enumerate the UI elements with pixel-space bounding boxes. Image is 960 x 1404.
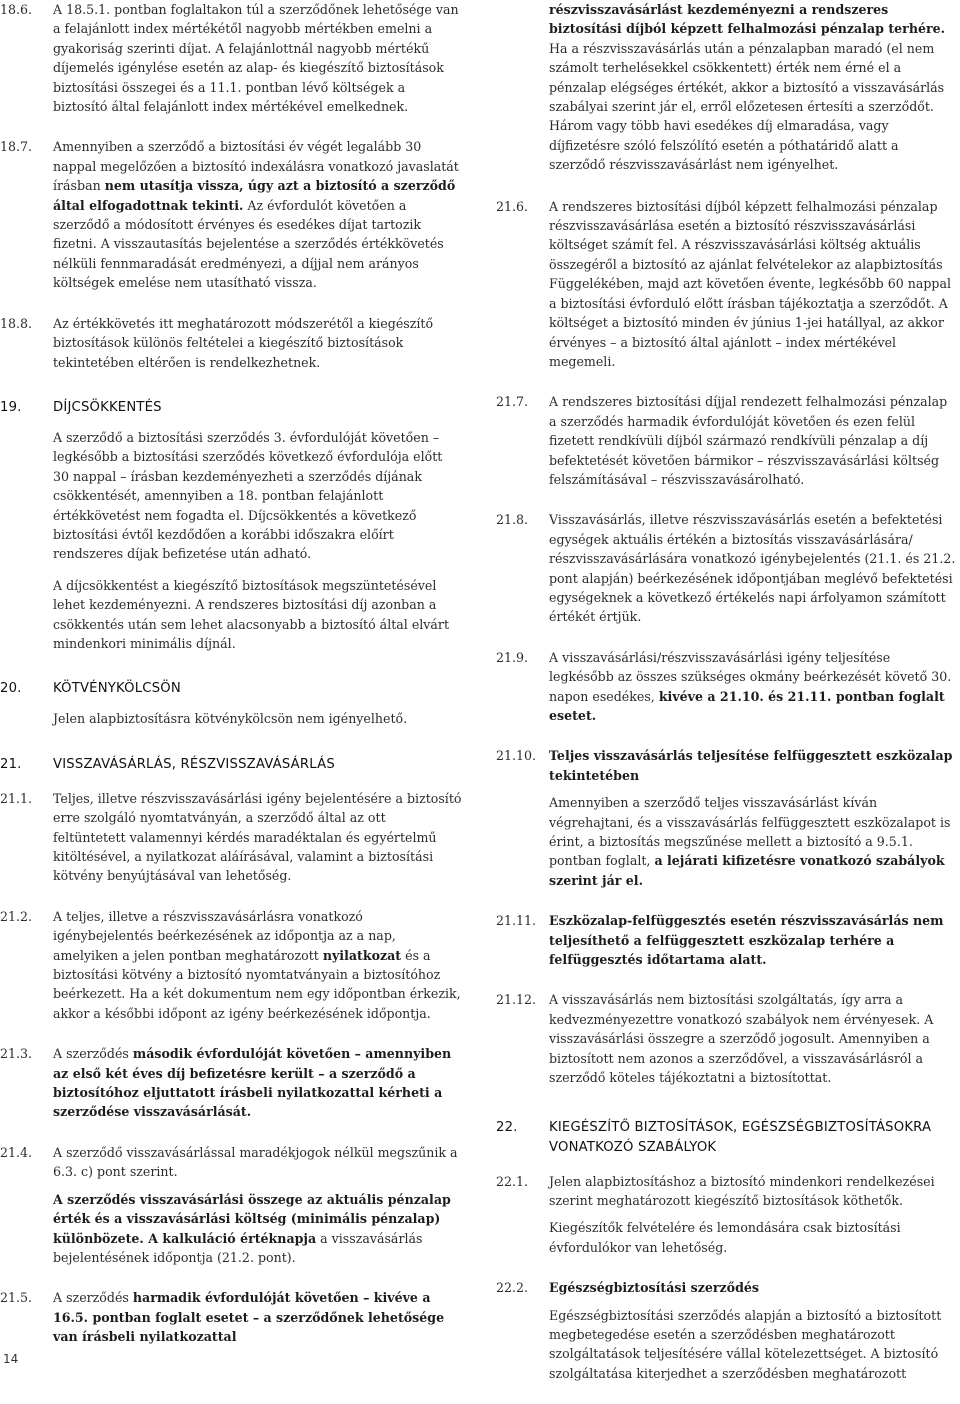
clause-number: 18.7.: [0, 139, 33, 155]
section-number: 19.: [0, 399, 22, 415]
section-19-heading: [0, 398, 462, 418]
clause-text: A 18.5.1. pontban foglaltakon túl a szerződőnek lehetősége van a felajánlott index mértékétől nagyobb mértékben emelni a gyakoriság szerinti díjat. A felajánlottnál nagyobb mértékű díjemelés igénylése esetén az alap- és kiegészítő biztosítások biztosítási összegei és a 11.1. pontban lévő költségek a biztosító által felajánlott index mértékével emelkednek.: [53, 2, 459, 115]
clause-text: [549, 1278, 958, 1383]
clause-number: 21.1.: [0, 790, 33, 806]
clause-text: [53, 1143, 462, 1267]
clause-21-3: [0, 1044, 462, 1122]
section-title: KÖTVÉNYKÖLCSÖN: [53, 681, 181, 697]
clause-21-12: [496, 990, 958, 1087]
clause-21-5-continued: [496, 0, 958, 175]
clause-number: 21.5.: [0, 1290, 33, 1306]
clause-number: 21.2.: [0, 908, 33, 924]
clause-text: A visszavásárlás nem biztosítási szolgáltatás, így arra a kedvezményezettre vonatkozó szabályok nem érvényesek. A visszavásárlási összegre a szerződő jogosult. Amennyiben a biztosított nem azonos a szerződővel, a visszavásárlásról a szerződő köteles tájékoztatni a biztosítottat.: [549, 992, 934, 1086]
paragraph: Jelen alapbiztosításra kötvénykölcsön nem igényelhető.: [53, 711, 408, 727]
paragraph: A szerződés visszavásárlási összege az aktuális pénzalap érték és a visszavásárlási költség (minimális pénzalap) különbözete. A kalkuláció értéknapja a visszavásárlás bejelentésének időpontja (21.2. pont).: [53, 1191, 451, 1265]
section-title: DÍJCSÖKKENTÉS: [53, 399, 162, 415]
clause-21-10: [496, 746, 958, 890]
clause-22-1: [496, 1172, 958, 1258]
section-number: 21.: [0, 756, 22, 772]
clause-number: 21.11.: [496, 913, 537, 929]
clause-text: A teljes, illetve a részvisszavásárlásra vonatkozó igénybejelentés beérkezésének az időpontja az a nap, amelyiken a jelen pontban meghatározott nyilatkozat és a biztosítási kötvény a biztosító nyomtatványain a biztosítóhoz beérkezett. Ha a két dokumentum nem egy időpontban érkezik, akkor a későbbi időpont az igény beérkezésének időpontja.: [53, 908, 461, 1021]
clause-text: Teljes, illetve részvisszavásárlási igény bejelentésére a biztosító erre szolgáló nyomtatványán, a szerződő által az ott feltüntetett valamennyi kérdés maradéktalan és egyértelmű kitöltésével, a nyilatkozat aláírásával, valamint a biztosítási kötvény benyújtásával van lehetőség.: [53, 790, 462, 884]
clause-number: 22.1.: [496, 1173, 529, 1189]
paragraph: Egészségbiztosítási szerződés alapján a biztosító a biztosított megbetegedése esetén a szerződésben meghatározott szolgáltatások teljesítésére vállal kötelezettséget. A biztosító szolgáltatása kiterjedhet a szerződésben meghatározott: [549, 1307, 942, 1381]
clause-21-5: [0, 1288, 462, 1346]
clause-number: 21.8.: [496, 512, 529, 528]
paragraph: A díjcsökkentést a kiegészítő biztosítások megszüntetésével lehet kezdeményezni. A rendszeres biztosítási díj azonban a csökkentés után sem lehet alacsonyabb a biztosító által elvárt mindenkori minimális díjnál.: [53, 577, 450, 651]
clause-21-1: [0, 789, 462, 886]
clause-21-7: [496, 392, 958, 489]
clause-21-8: [496, 510, 958, 626]
section-21-heading: [0, 755, 462, 775]
clause-21-11: [496, 911, 958, 969]
clause-number: 22.2.: [496, 1280, 529, 1296]
clause-text: A visszavásárlási/részvisszavásárlási igény teljesítése legkésőbb az összes szükséges okmány beérkezését követő 30. napon esedékes, kivéve a 21.10. és 21.11. pontban foglalt esetet.: [549, 649, 952, 723]
clause-heading: Egészségbiztosítási szerződés: [549, 1280, 759, 1296]
clause-22-2: [496, 1278, 958, 1383]
section-20-heading: [0, 679, 462, 699]
clause-text: A rendszeres biztosítási díjjal rendezett felhalmozási pénzalap a szerződés harmadik évfordulóját követően és ezen felül fizetett rendkívüli díjból származó rendkívüli pénzalap a díj befektetését követően bármikor – részvisszavásárlási költség felszámításával – részvisszavásárolható.: [549, 394, 948, 487]
section-20-body: [53, 709, 462, 728]
clause-number: 21.12.: [496, 992, 537, 1008]
clause-number: 21.4.: [0, 1144, 33, 1160]
clause-text: Visszavásárlás, illetve részvisszavásárlás esetén a befektetési egységek aktuális értékén a biztosítás visszavásárlására/ részvisszavásárlására vonatkozó igénybejelentés (21.1. és 21.2. pont alapján) beérkezésének időpontjában meglévő befektetési egységeknek a következő értékelés napi árfolyamon számított értékét értjük.: [549, 512, 956, 625]
section-title: VISSZAVÁSÁRLÁS, RÉSZVISSZAVÁSÁRLÁS: [53, 756, 335, 772]
page-number: 14: [3, 1352, 19, 1366]
section-number: 22.: [496, 1119, 518, 1135]
paragraph: A szerződő visszavásárlással maradékjogok nélkül megszűnik a 6.3. c) pont szerint.: [53, 1144, 458, 1180]
clause-text: Az értékkövetés itt meghatározott módszerétől a kiegészítő biztosítások különös feltételei a kiegészítő biztosítások tekintetében eltérően is rendelkezhetnek.: [53, 315, 434, 370]
paragraph: Amennyiben a szerződő teljes visszavásárlást kíván végrehajtani, és a visszavásárlás felfüggesztett eszközalapot is érint, a biztosítás megszűnése mellett a biztosító a 9.5.1. pontban foglalt, a lejárati kifizetésre vonatkozó szabályok szerint jár el.: [549, 795, 951, 888]
section-number: 20.: [0, 681, 22, 697]
clause-text: A szerződés második évfordulóját követően – amennyiben az első két éves díj befizetésre került – a szerződő a biztosítóhoz eljuttatott írásbeli nyilatkozattal kérheti a szerződése visszavásárlását.: [53, 1046, 452, 1120]
clause-text: A rendszeres biztosítási díjból képzett felhalmozási pénzalap részvisszavásárlása esetén a biztosító részvisszavásárlási költséget számít fel. A részvisszavásárlási költség aktuális összegéről a biztosító az ajánlat felvételekor az alapbiztosítás Függelékében, majd azt követően évente, legkésőbb 60 nappal a biztosítási évforduló előtt írásban tájékoztatja a szerződőt. A költséget a biztosító minden év június 1-jei hatállyal, az akkor érvényes – a biztosító által ajánlott – index mértékével megemeli.: [549, 198, 951, 369]
clause-18-8: [0, 314, 462, 372]
clause-text: Amennyiben a szerződő a biztosítási év végét legalább 30 nappal megelőzően a biztosító indexálásra vonatkozó javaslatát írásban nem utasítja vissza, úgy azt a biztosító a szerződő által elfogadottnak tekinti. Az évfordulót követően a szerződő a módosított érvényes és esedékes díjat tartozik fizetni. A visszautasítás bejelentése a szerződés értékkövetés nélküli fennmaradását eredményezi, a díjjal nem arányos költségek emelése nem utasítható vissza.: [53, 139, 459, 291]
clause-18-7: [0, 137, 462, 292]
clause-21-6: [496, 197, 958, 372]
paragraph: A szerződő a biztosítási szerződés 3. évfordulóját követően – legkésőbb a biztosítási szerződés következő évfordulója előtt 30 nappal – írásban kezdeményezheti a szerződés díjának csökkentését, amennyiben a 18. pontban felajánlott értékkövetést nem fogadta el. Díjcsökkentés a következő biztosítási évtől kezdődően a korábbi időszakra előírt rendszeres díjak befizetése után adható.: [53, 429, 443, 562]
section-title: KIEGÉSZÍTŐ BIZTOSÍTÁSOK, EGÉSZSÉGBIZTOSÍTÁSOKRA VONATKOZÓ SZABÁLYOK: [549, 1119, 932, 1155]
right-column: [496, 0, 958, 1404]
clause-number: 21.10.: [496, 748, 537, 764]
section-19-body: [53, 428, 462, 653]
clause-18-6: [0, 0, 462, 116]
clause-number: 21.7.: [496, 394, 529, 410]
clause-21-2: [0, 907, 462, 1023]
clause-heading: Teljes visszavásárlás teljesítése felfüggesztett eszközalap tekintetében: [549, 748, 953, 783]
clause-text: részvisszavásárlást kezdeményezni a rendszeres biztosítási díjból képzett felhalmozási pénzalap terhére. Ha a részvisszavásárlás után a pénzalapban maradó (el nem számolt terhelésekkel csökkentett) érték nem érné el a pénzalap elégséges értékét, akkor a biztosító a visszavásárlás szabályai szerint jár el, erről előzetesen értesíti a szerződőt. Három vagy több havi esedékes díj elmaradása, vagy díjfizetésre szóló felszólító esetén a póthatáridő alatt a szerződő részvisszavásárlást nem igényelhet.: [549, 2, 946, 173]
clause-number: 18.8.: [0, 315, 33, 331]
paragraph: Kiegészítők felvételére és lemondására csak biztosítási évfordulókor van lehetőség.: [549, 1220, 901, 1255]
clause-number: 21.9.: [496, 649, 529, 665]
clause-21-9: [496, 648, 958, 726]
left-column: [0, 0, 462, 1368]
clause-text: A szerződés harmadik évfordulóját követően – kivéve a 16.5. pontban foglalt esetet – a szerződőnek lehetősége van írásbeli nyilatkozattal: [53, 1290, 445, 1345]
clause-text: [549, 746, 958, 890]
clause-21-4: [0, 1143, 462, 1267]
clause-number: 21.6.: [496, 198, 529, 214]
clause-text: [549, 1172, 958, 1258]
paragraph: Jelen alapbiztosításhoz a biztosító mindenkori rendelkezései szerint meghatározott kiegészítő biztosítások köthetők.: [549, 1173, 935, 1208]
section-22-heading: [496, 1118, 958, 1158]
clause-text: Eszközalap-felfüggesztés esetén részvisszavásárlás nem teljesíthető a felfüggesztett eszközalap terhére a felfüggesztés időtartama alatt.: [549, 913, 944, 968]
clause-number: 18.6.: [0, 2, 33, 17]
clause-number: 21.3.: [0, 1046, 33, 1062]
